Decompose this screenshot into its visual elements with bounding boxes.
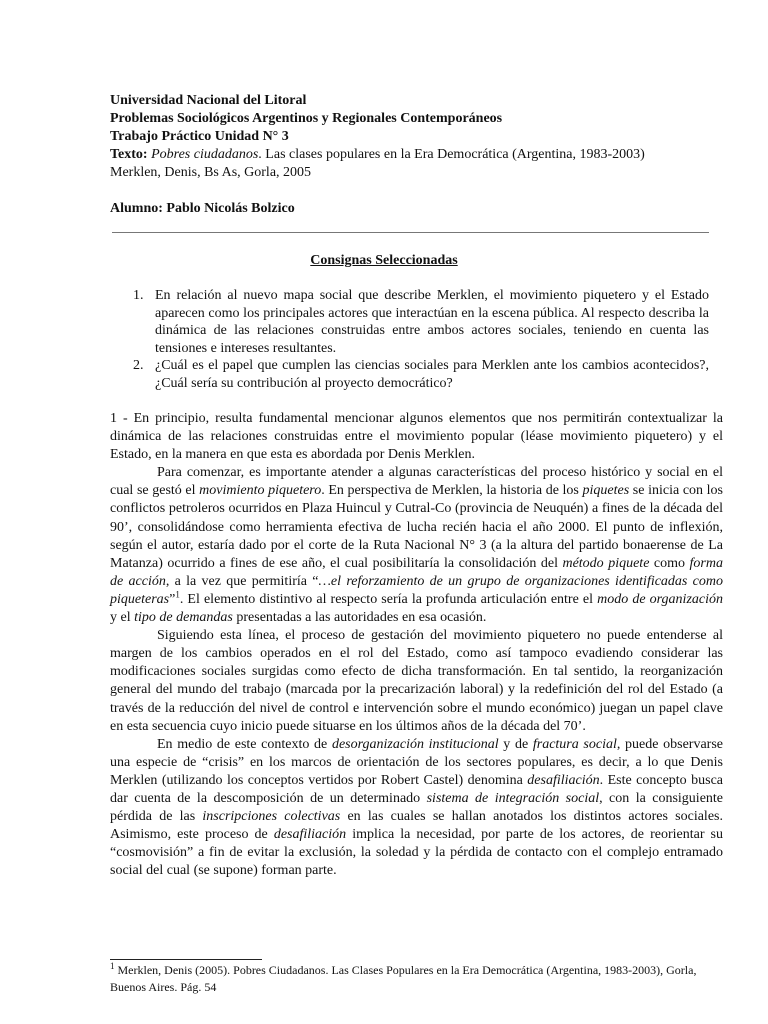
paragraph-2 <box>110 464 723 627</box>
paragraph-3: Siguiendo esta línea, el proceso de gestación del movimiento piquetero no puede entenderse al margen de los cambios operados en el rol del Estado, como así tampoco evadiendo considerar las modificaciones sociales surgidas como efecto de dicha transformación. En tal sentido, la reorganización general del mundo del trabajo (marcada por la precarización laboral) y la redefinición del rol del Estado (a través de la reducción del nivel de control e intervención sobre el mundo económico) juegan un papel clave en esta secuencia cuyo inicio puede situarse en los últimos años de la década del 70’. <box>110 628 723 734</box>
footnote <box>110 962 718 996</box>
list-item-number: 1. <box>133 288 144 303</box>
list-item-number: 2. <box>133 358 144 373</box>
text-run: tipo de demandas <box>134 610 233 626</box>
text-run: forma de acción <box>110 555 723 589</box>
text-run: sistema de integración social <box>426 790 600 806</box>
footnote-divider <box>110 959 262 960</box>
text-run: desorganización institucional <box>331 736 499 752</box>
text-run: inscripciones colectivas <box>202 809 341 825</box>
text-run: desafiliación <box>273 827 347 843</box>
text-run: ” <box>169 591 176 607</box>
list-item-text: En relación al nuevo mapa social que describe Merklen, el movimiento piquetero y el Estado aparecen como los principales actores que interactúan en la escena pública. Al respecto describa la dinámica de las relaciones construidas entre ambos actores sociales, teniendo en cuenta las tensiones e intereses resultantes. <box>155 288 709 356</box>
consignas-title: Consignas Seleccionadas <box>310 253 458 268</box>
text-run: piquetes <box>582 483 630 499</box>
text-run: fractura social <box>532 736 617 752</box>
header-divider <box>112 232 709 233</box>
text-run: como <box>649 555 690 571</box>
text-run: en las cuales se hallan anotados los distintos actores sociales. Asimismo, este proceso de <box>110 809 723 843</box>
text-run: . En perspectiva de Merklen, la historia de los <box>321 483 583 499</box>
document-header <box>110 92 645 218</box>
document-body <box>110 410 723 880</box>
text-run: , puede observarse una especie de “crisis” en los marcos de orientación de los sectores populares, es decir, a lo que Denis Merklen (utilizando los conceptos vertidos por Robert Castel) denomina <box>110 736 723 788</box>
text-run: . Este concepto busca dar cuenta de la descomposición de un determinado <box>110 772 724 806</box>
text-run: y el <box>110 610 135 626</box>
text-run: y de <box>498 736 533 752</box>
text-run: , a la vez que permitiría “ <box>165 573 319 589</box>
text-run: , con la consiguiente pérdida de las <box>110 790 724 825</box>
text-run: …el reforzamiento de un grupo de organizaciones identificadas como piqueteras <box>110 573 723 607</box>
text-run: Para comenzar, es importante atender a algunas características del proceso histórico y social en el cual se gestó el <box>110 465 723 499</box>
footnote-text: Merklen, Denis (2005). Pobres Ciudadanos. Las Clases Populares en la Era Democrática (Argentina, 1983-2003), Gorla, Buenos Aires. Pág. 54 <box>110 963 697 994</box>
paragraph-4 <box>110 736 723 881</box>
text-run: implica la necesidad, por parte de los actores, de reorientar su “cosmovisión” a fin de evitar la exclusión, la soledad y la pérdida de contacto con el complejo entramado social del cual (se supone) forman parte. <box>110 827 723 879</box>
consignas-list <box>133 287 709 392</box>
text-run: . El elemento distintivo al respecto sería la profunda articulación entre el <box>179 591 598 607</box>
text-run: método piquete <box>562 555 650 571</box>
texto-rest: . Las clases populares en la Era Democrática (Argentina, 1983-2003) <box>258 147 645 162</box>
text-run: modo de organización <box>597 591 723 607</box>
assignment-title: Trabajo Práctico Unidad N° 3 <box>110 129 289 144</box>
texto-label: Texto: <box>110 147 148 162</box>
text-run: presentadas a las autoridades en esa ocasión. <box>232 610 487 626</box>
footnote-ref[interactable]: 1 <box>175 589 180 600</box>
footnote-number: 1 <box>110 961 115 971</box>
citation: Merklen, Denis, Bs As, Gorla, 2005 <box>110 165 312 180</box>
text-run: movimiento piquetero <box>199 483 322 499</box>
text-run: se inicia con los conflictos petroleros ocurridos en Plaza Huincul y Cutral-Co (provincia de Neuquén) a fines de la década del 90’, consolidándose como herramienta efectiva de lucha recién hacia el año 2000. El punto de inflexión, según el autor, estaría dado por el corte de la Ruta Nacional N° 3 (a la altura del partido bonaerense de La Matanza) ocurrido a fines de ese año, el cual posibilitaría la consolidación del <box>110 483 724 571</box>
texto-line <box>110 146 645 164</box>
text-run: En medio de este contexto de <box>157 736 332 752</box>
list-item <box>133 287 709 357</box>
list-item-text: ¿Cuál es el papel que cumplen las ciencias sociales para Merklen ante los cambios acontecidos?, ¿Cuál sería su contribución al proyecto democrático? <box>155 358 709 391</box>
list-item <box>133 357 709 392</box>
text-run: desafiliación <box>527 772 600 788</box>
university-name: Universidad Nacional del Litoral <box>110 93 307 108</box>
student-name: Alumno: Pablo Nicolás Bolzico <box>110 201 295 216</box>
paragraph-1: 1 - En principio, resulta fundamental mencionar algunos elementos que nos permitirán contextualizar la dinámica de las relaciones construidas entre el movimiento popular (léase movimiento piquetero) y el Estado, en la manera en que esta es abordada por Denis Merklen. <box>110 411 723 463</box>
course-name: Problemas Sociológicos Argentinos y Regionales Contemporáneos <box>110 111 503 126</box>
texto-title: Pobres ciudadanos <box>151 147 259 162</box>
